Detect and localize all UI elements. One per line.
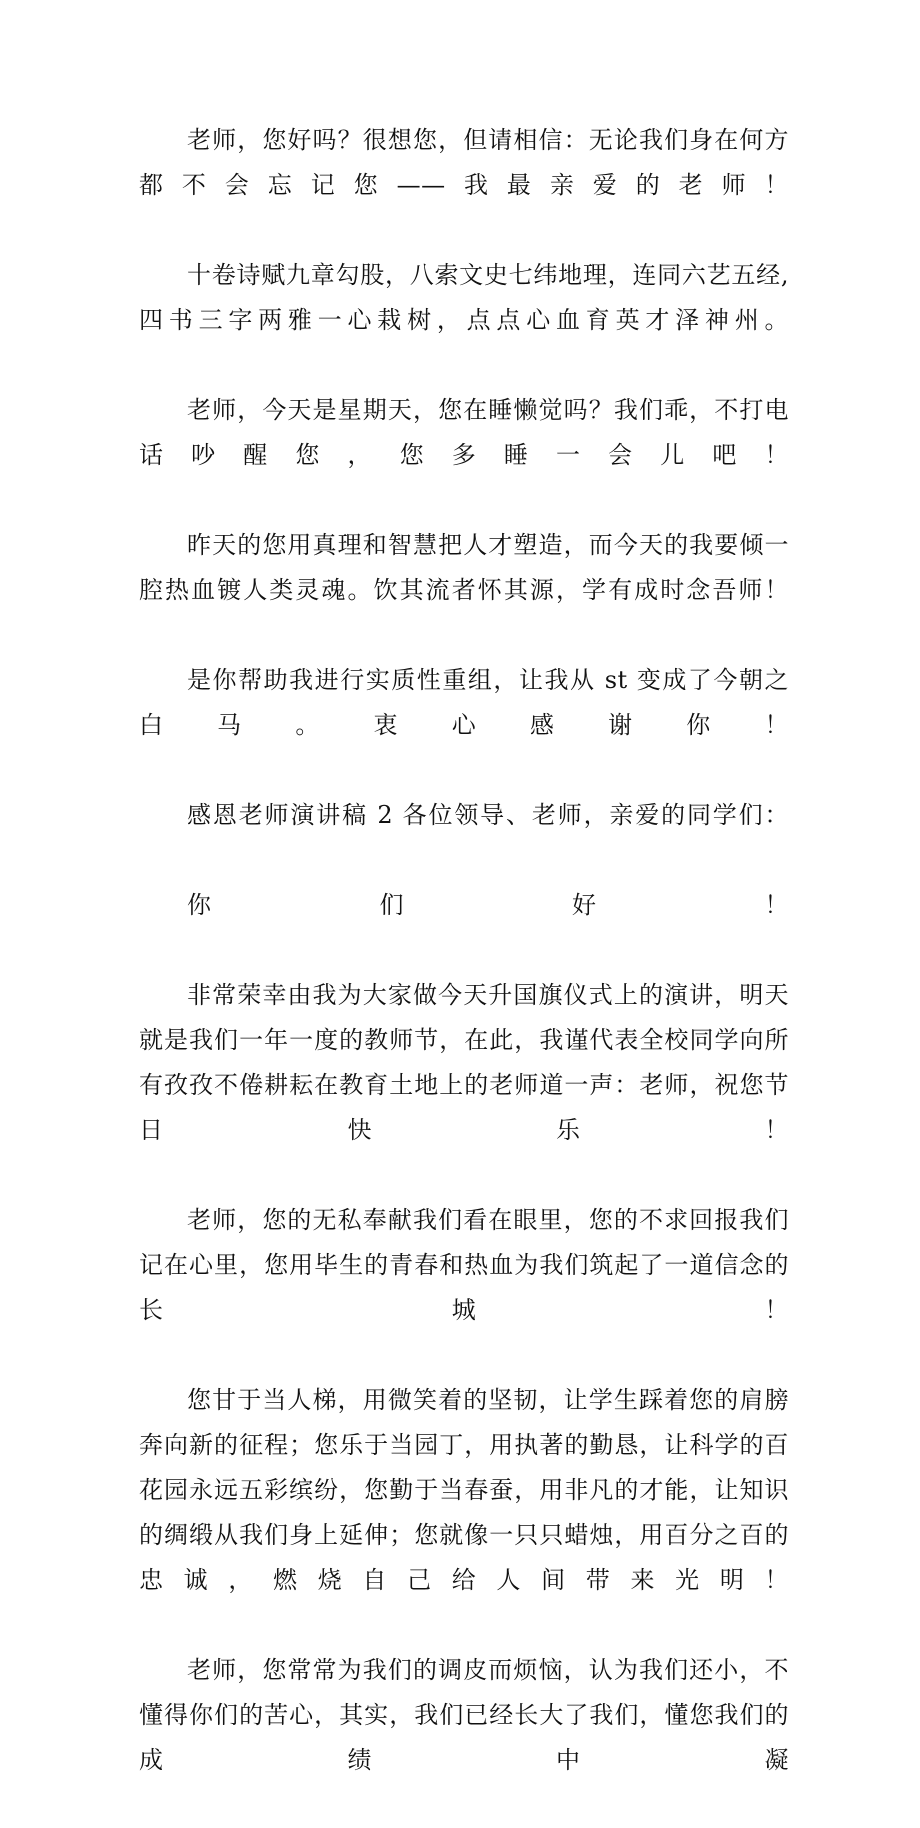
paragraph-3: 老师，今天是星期天，您在睡懒觉吗？我们乖，不打电话吵醒您，您多睡一会儿吧！ — [139, 396, 789, 469]
document-body — [139, 118, 789, 1828]
paragraph-10: 您甘于当人梯，用微笑着的坚韧，让学生踩着您的肩膀奔向新的征程；您乐于当园丁，用执著的勤恳，让科学的百花园永远五彩缤纷，您勤于当春蚕，用非凡的才能，让知识的绸缎从我们身上延伸；您就像一只只蜡烛，用百分之百的忠诚，燃烧自己给人间带来光明！ — [139, 1386, 789, 1594]
paragraph-2: 十卷诗赋九章勾股，八索文史七纬地理，连同六艺五经,四书三字两雅一心栽树，点点心血育英才泽神州。 — [139, 261, 789, 334]
paragraph-4: 昨天的您用真理和智慧把人才塑造，而今天的我要倾一腔热血镀人类灵魂。饮其流者怀其源，学有成时念吾师！ — [139, 531, 789, 604]
paragraph-8: 非常荣幸由我为大家做今天升国旗仪式上的演讲，明天就是我们一年一度的教师节，在此，我谨代表全校同学向所有孜孜不倦耕耘在教育土地上的老师道一声：老师，祝您节日快乐！ — [139, 981, 789, 1144]
paragraph-7: 你们好！ — [187, 891, 789, 919]
paragraph-1: 老师，您好吗？很想您，但请相信：无论我们身在何方都不会忘记您——我最亲爱的老师！ — [139, 126, 789, 199]
paragraph-11: 老师，您常常为我们的调皮而烦恼，认为我们还小，不懂得你们的苦心，其实，我们已经长大了我们，懂您我们的成绩中凝 — [139, 1656, 789, 1774]
paragraph-5: 是你帮助我进行实质性重组，让我从 st 变成了今朝之白马。衷心感谢你！ — [139, 666, 789, 739]
paragraph-6: 感恩老师演讲稿 2 各位领导、老师，亲爱的同学们： — [187, 801, 789, 829]
paragraph-9: 老师，您的无私奉献我们看在眼里，您的不求回报我们记在心里，您用毕生的青春和热血为我们筑起了一道信念的长城！ — [139, 1206, 789, 1324]
